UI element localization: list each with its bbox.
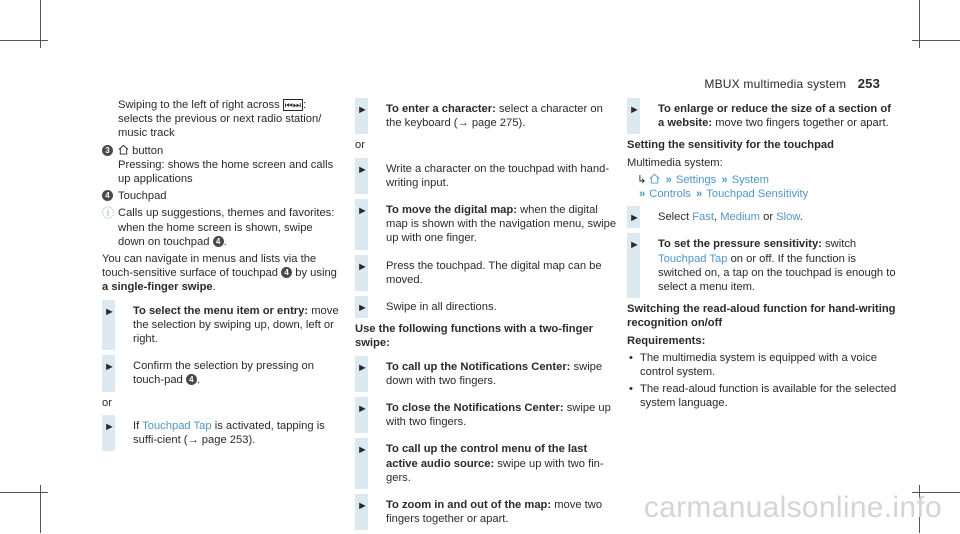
step-arrow-icon: ► xyxy=(104,305,115,318)
callout-4-icon: 4 xyxy=(281,267,292,278)
step-arrow-icon: ► xyxy=(104,361,115,374)
option-fast[interactable]: Fast xyxy=(692,211,714,224)
watermark: carmanualsonline.info xyxy=(643,491,942,524)
step-pressure-sensitivity: ► To set the pressure sensitivity: switch Touchpad Tap on or off. If the function is switched on, a tap on the touchpad is enough to select a menu item. xyxy=(627,233,897,298)
path-system[interactable]: System xyxy=(731,173,769,186)
or-text: or xyxy=(102,396,112,409)
column-left xyxy=(102,98,342,455)
callout-4-icon: 4 xyxy=(186,374,197,385)
swipe-description: Swiping to the left of right across ⏮⏭ : selects the previous or next radio station/ music track xyxy=(118,99,322,140)
two-finger-heading: Use the following functions with a two-finger swipe: xyxy=(355,323,594,350)
chevron-right-icon: » xyxy=(696,188,703,201)
crop-mark xyxy=(912,40,960,41)
read-aloud-heading: Switching the read-aloud function for hand-writing recognition on/off xyxy=(627,303,896,330)
header-title: MBUX multimedia system xyxy=(704,77,847,91)
step-arrow-icon: ► xyxy=(104,420,115,433)
column-right xyxy=(627,98,897,414)
chevron-right-icon: » xyxy=(639,188,646,201)
step-arrow-icon: ► xyxy=(357,205,368,218)
step-arrow-icon: ► xyxy=(357,500,368,513)
navigate-paragraph: You can navigate in menus and lists via the touch-sensitive surface of touchpad 4 by using a single-finger swipe. xyxy=(102,253,337,294)
step-arrow-icon: ► xyxy=(357,302,368,315)
step-zoom-map: ► To zoom in and out of the map: move two fingers together or apart. xyxy=(355,494,617,530)
step-call-notifications: ► To call up the Notifications Center: swipe down with two fingers. xyxy=(355,356,617,392)
option-slow[interactable]: Slow xyxy=(776,211,800,224)
step-select-menu-item: ► To select the menu item or entry: move the selection by swiping up, down, left or right. xyxy=(102,300,342,351)
home-icon xyxy=(649,173,660,184)
step-arrow-icon: ► xyxy=(629,212,640,225)
crop-mark xyxy=(0,40,48,41)
step-arrow-icon: ► xyxy=(629,239,640,252)
option-medium[interactable]: Medium xyxy=(720,211,760,224)
step-close-notifications: ► To close the Notifications Center: swipe up with two fingers. xyxy=(355,397,617,433)
requirements-label: Requirements: xyxy=(627,334,706,347)
path-arrow-icon: ↳ xyxy=(637,173,647,186)
or-text: or xyxy=(355,139,365,152)
system-label: Multimedia system: xyxy=(627,156,723,169)
step-enlarge-section: ► To enlarge or reduce the size of a section of a website: move two fingers together or apart. xyxy=(627,98,897,134)
column-middle xyxy=(355,98,617,534)
step-arrow-icon: ► xyxy=(629,104,640,116)
callout-4-icon: 4 xyxy=(102,190,113,201)
step-press-touchpad: ► Press the touchpad. The digital map can be moved. xyxy=(355,255,617,291)
touchpad-label: Touchpad xyxy=(118,190,167,203)
touchpad-tap-link[interactable]: Touchpad Tap xyxy=(658,252,728,265)
step-arrow-icon: ► xyxy=(357,444,368,457)
touchpad-tap-link[interactable]: Touchpad Tap xyxy=(142,419,212,432)
legend-item-4 xyxy=(102,189,342,203)
step-enter-character: ► To enter a character: select a character on the keyboard (→ page 275). xyxy=(355,98,617,134)
home-button-label: button xyxy=(132,144,164,157)
chevron-right-icon: » xyxy=(665,173,672,186)
home-button-desc: Pressing: shows the home screen and calls up applications xyxy=(118,158,334,186)
chevron-right-icon: » xyxy=(721,173,728,186)
home-icon xyxy=(118,144,129,155)
step-arrow-icon: ► xyxy=(357,403,368,416)
requirement-item: • The multimedia system is equipped with a voice control system. xyxy=(627,351,897,379)
sensitivity-heading: Setting the sensitivity for the touchpad xyxy=(627,139,834,152)
step-swipe-all: ► Swipe in all directions. xyxy=(355,296,617,318)
path-controls[interactable]: Controls xyxy=(649,188,691,201)
step-control-menu: ► To call up the control menu of the last active audio source: swipe up with two fin-gers. xyxy=(355,438,617,489)
step-arrow-icon: ► xyxy=(357,260,368,273)
callout-4-icon: 4 xyxy=(213,236,224,247)
path-settings[interactable]: Settings xyxy=(675,173,717,186)
step-handwriting: ► Write a character on the touchpad with hand-writing input. xyxy=(355,158,617,194)
step-select-sensitivity: ► Select Fast, Medium or Slow. xyxy=(627,206,897,228)
step-confirm-selection: ► Confirm the selection by pressing on touch-pad 4 . xyxy=(102,355,342,391)
page-number: 253 xyxy=(857,76,880,91)
step-touchpad-tap: ► If Touchpad Tap is activated, tapping is suffi-cient (→ page 253). xyxy=(102,415,342,451)
step-arrow-icon: ► xyxy=(357,361,368,374)
menu-path xyxy=(627,173,897,201)
info-note: ⓘ Calls up suggestions, themes and favorites: when the home screen is shown, swipe down on touchpad 4 . xyxy=(102,206,335,248)
path-touchpad-sensitivity[interactable]: Touchpad Sensitivity xyxy=(706,188,809,201)
page-header xyxy=(704,76,880,91)
step-arrow-icon: ► xyxy=(357,163,368,176)
step-move-map: ► To move the digital map: when the digital map is shown with the navigation menu, swipe up with one finger. xyxy=(355,199,617,250)
legend-item-3 xyxy=(102,144,342,187)
crop-mark xyxy=(0,492,48,493)
requirement-item: • The read-aloud function is available for the selected system language. xyxy=(627,382,897,410)
step-arrow-icon: ► xyxy=(357,104,368,116)
skip-track-icon: ⏮⏭ xyxy=(284,100,301,110)
callout-3-icon: 3 xyxy=(102,145,113,156)
info-icon: ⓘ xyxy=(102,206,115,221)
